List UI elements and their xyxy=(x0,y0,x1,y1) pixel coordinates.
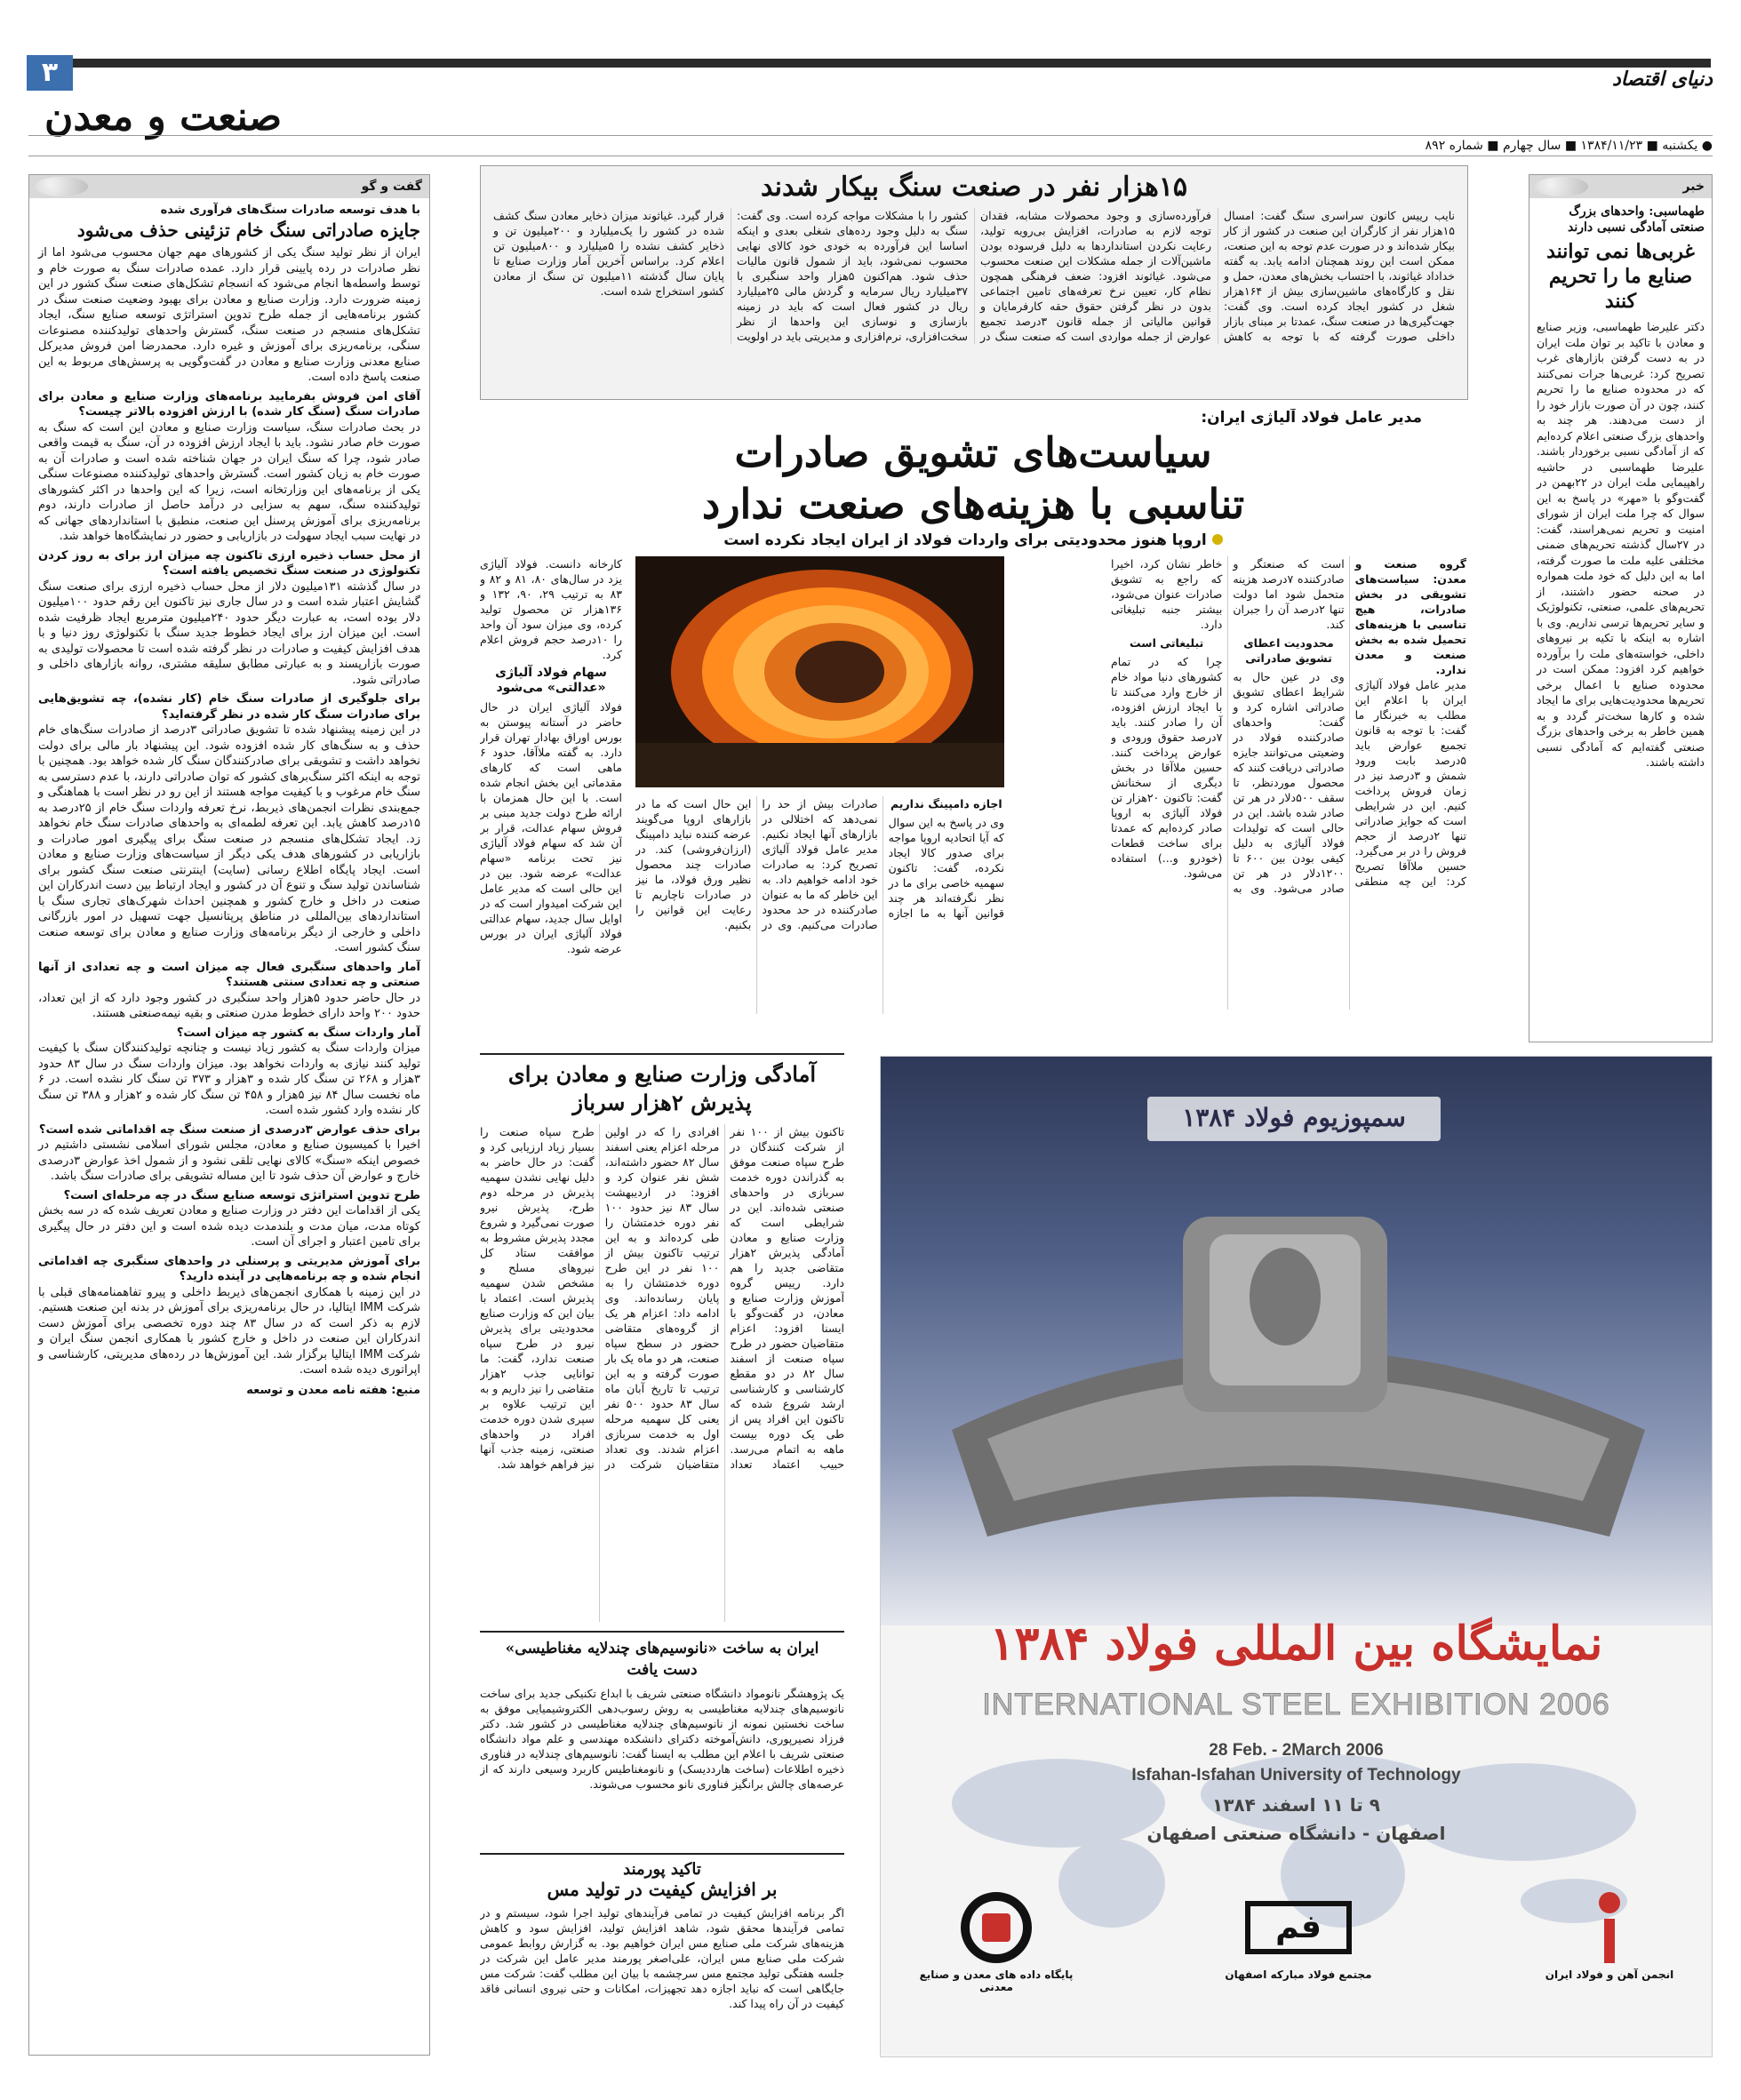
globe-icon xyxy=(1535,177,1588,196)
steel-body-left2: فولاد آلیاژی ایران در حال حاضر در آستانه پیوستن به بورس اوراق بهادار تهران قرار دارد. به گفته ملاآقا، حدود ۶ ماهی است که کارهای مقدماتی این بخش انجام شده است. با این حال همزمان با ارائه طرح دولت جدید مبنی بر فروش سهام عدالت، قرار بر آن شد که سهام فولاد آلیاژی نیز تحت برنامه «سهام عدالت» عرضه شود. بین در این حالی است که مدیر عامل این شرکت امیدوار است که در اوایل سال جدید، سهام عدالتی فولاد آلیاژی ایران در بورس عرضه شود. xyxy=(480,700,622,955)
quality-body: اگر برنامه افزایش کیفیت در تمامی فرآیندهای تولید اجرا شود، سیستم و در تمامی فرآیندها محقق شود، شاهد افزایش تولید، افزایش سود و کاهش هزینه‌های شرکت ملی صنایع مس ایران خواهیم بود. به گزارش روابط عمومی شرکت ملی صنایع مس ایران، علی‌اصغر پورمند مدیر عامل این شرکت در جلسه هفتگی تولید مجتمع مس سرچشمه با بیان این مطلب گفت: شرکت مس جایگاهی است که نباید اجازه دهد تجهیزات، امکانات و حتی نیروی انسانی فاقد کیفیت در آن راه پیدا کند. xyxy=(480,1906,844,2010)
interview-answer: در سال گذشته ۱۳۱میلیون دلار از محل حساب ذخیره ارزی برای صنعت سنگ گشایش اعتبار شده است و در سال جاری نیز تاکنون این رقم حدود ۱۰۰میلیون دلار بوده است، به عبارت دیگر حدود ۲۴۰میلیون مترمربع ایجاد ظرفیت شده است. این میزان ارز برای ایجاد خطوط جدید سنگ با تکنولوژی روز دنیا و با هدف افزایش کیفیت و صادرات در نظر گرفته شده است تا محصولات تولیدی به صورت بازارپسند و به عبارتی مطابق سلیقه مشتری، روانه بازارهای داخلی و صادراتی شود. xyxy=(38,579,421,687)
steel-headline-2: تناسبی با هزینه‌های صنعت ندارد xyxy=(701,480,1245,528)
advert-venue-en: Isfahan-Isfahan University of Technology xyxy=(1131,1766,1461,1785)
logo-mobarakeh-steel-label: مجتمع فولاد مبارکه اصفهان xyxy=(1225,1968,1372,1981)
steel-coil-image xyxy=(635,556,1004,787)
interview-question: برای جلوگیری از صادرات سنگ خام (کار نشده)، چه تشویق‌هایی برای صادرات سنگ کار شده در نظر گرفته‌اید؟ xyxy=(38,692,420,722)
steel-body-left1: کارخانه دانست. فولاد آلیاژی یزد در سال‌های ۸۰، ۸۱ و ۸۲ و ۸۳ به ترتیب ۲۹، ۹۰، ۱۳۲ و ۱۳۶هزار تن محصول تولید کرده، وی میزان سود آن واحد را ۱۰درصد حجم فروش اعلام کرد. xyxy=(480,557,622,661)
interview-source: منبع: هفته نامه معدن و توسعه xyxy=(246,1383,420,1397)
steel-sub4: سهام فولاد آلیاژی «عدالتی» می‌شود xyxy=(495,666,607,695)
interview-answer: در این زمینه پیشنهاد شده تا تشویق صادراتی ۳درصد از صادرات سنگ‌های خام حذف و به سنگ‌های کار شده افزوده شود. این پیشنهاد بار مالی برای دولت نخواهد داشت و تشویقی برای صادرکنندگان سنگ کار شده خواهد بود. همچنین با توجه به اینکه اکثر سنگ‌برهای کشور که توان صادراتی دارند، با عدم دسترسی به سنگ خام مرغوب و با کیفیت مواجه هستند از این رو در نظر است با هماهنگی و جمع‌بندی نظرات انجمن‌های ذیربط، نرخ تعرفه واردات سنگ خام از ۲۵درصد به ۱۵درصد کاهش یابد. این تعرفه لطمه‌ای به واحدهای صادرات سنگ خام نخواهد زد. ایجاد تشکل‌های منسجم در صنعت سنگ برای پیگیری امور صادرات و بازاریابی در کشورهای هدف یکی دیگر از سیاست‌های وزارت صنایع و معادن است. ایجاد پایگاه اطلاع رسانی (سایت) اینترنتی صنعت سنگ کشور برای شناساندن تولید سنگ و تنوع آن در کشور و ایجاد ارتباط بین دست اندرکاران این صنعت در داخل و خارج کشور و همچنین احداث شهرک‌های تجاری سنگ با استانداردهای بین‌المللی در مناطق پرپتانسیل جهت تسهیل در امور بازرگانی داخلی و خارجی از دیگر برنامه‌های وزارت صنایع و معادن برای توسعه صنعت سنگ کشور است. xyxy=(38,723,420,954)
steel-article xyxy=(480,409,1466,1044)
stone-body: نایب رییس کانون سراسری سنگ گفت: امسال ۱۵هزار نفر از کارگران این صنعت در کشور از کار بیکار شده‌اند و در صورت عدم توجه به این صنعت، ممکن است این روند همچنان ادامه یابد. به گفته خداداد غیاثوند، با احتساب بخش‌های معدن، حمل و نقل و کارگاه‌های ماشین‌سازی بیش از ۱۶۴هزار شغل در کشور ایجاد کرده است. وی گفت: جهت‌گیری‌ها در صنعت سنگ، عمدتا بر مبنای بازار داخلی صورت گرفته که با توجه به کاهش فرآورده‌سازی و وجود محصولات مشابه، فقدان توجه لازم به صادرات، افزایش بی‌رویه تولید، رعایت نکردن استانداردها به دلیل فرسوده بودن ماشین‌آلات از جمله مشکلات این صنعت محسوب می‌شود. غیاثوند افزود: ضعف فرهنگی همچون نظام کار، تعیین نرخ تعرفه‌های تامین اجتماعی بدون در نظر گرفتن حقوق حقه کارفرمایان و قوانین مالیاتی از جمله قانون ۳درصد تجمیع عوارض از جمله مواردی است که صنعت سنگ در کشور را با مشکلات مواجه کرده است. وی گفت: سنگ به دلیل وجود رده‌های شغلی بعدی و اینکه اساسا این فرآورده به خودی خود کالای نهایی محسوب نمی‌شود، باید از شمول قانون مالیات حذف شود. هم‌اکنون ۵هزار واحد سنگبری با ۳۷میلیارد ریال سرمایه و گردش مالی ۲۵میلیارد ریال در کشور فعال است که باید در زمینه بازسازی و نوسازی این واحدها از نظر سخت‌افزاری، نرم‌افزاری و مدیریتی باید در اولویت قرار گیرد. غیاثوند میزان ذخایر معادن سنگ کشف شده در کشور را یک‌میلیارد و ۲۰۰میلیون تن و ذخایر کشف نشده را ۵میلیارد و ۸۰۰میلیون تن اعلام کرد. براساس آخرین آمار وزارت صنایع تا پایان سال گذشته ۱۱میلیون تن سنگ از معادن کشور استخراج شده است. xyxy=(493,209,1455,343)
steel-sub2: تبلیغاتی است xyxy=(1130,636,1204,650)
steel-lead-label: گروه صنعت و معدن: xyxy=(1354,557,1466,586)
advert-dates-fa: ۹ تا ۱۱ اسفند ۱۳۸۴ xyxy=(1212,1794,1380,1816)
interview-lead: ایران از نظر تولید سنگ یکی از کشورهای مهم جهان محسوب می‌شود اما از نظر صادرات در رده پایینی قرار دارد. عمده صادرات سنگ به صورت خام و توسط واسطه‌ها انجام می‌شود که انسجام تشکل‌های صنعت سنگ کشور در این زمینه ضرورت دارد. وزارت صنایع و معادن برای بهبود وضعیت صنعت سنگ در کشور برنامه‌هایی از جمله طرح تدوین استراتژی توسعه صنایع سنگ، ایجاد تشکل‌های منسجم در صنعت سنگ، گسترش واحدهای تولیدکننده مصنوعات سنگی، برنامه‌ریزی برای آموزش و غیره دارد. محمدرضا امن فروش مدیرکل صنایع معدنی وزارت صنایع و معادن در گفت‌وگویی به پرسش‌های مربوط به این صنعت پاسخ داده است. xyxy=(38,246,420,384)
database-logo-icon xyxy=(961,1892,1032,1963)
right-news-column xyxy=(1529,174,1713,1042)
interview-answer: اخیرا با کمیسیون صنایع و معادن، مجلس شورای اسلامی نشستی داشتیم در خصوص اینکه «سنگ» کالای نهایی تلقی نشود و از شمول اخذ عوارض ۳درصدی خارج و عوارض آن حذف شود تا این مساله تشویقی برای صادرات سنگ باشد. xyxy=(38,1138,420,1183)
advert-title-en: INTERNATIONAL STEEL EXHIBITION 2006 xyxy=(982,1688,1610,1721)
page-number: ۳ xyxy=(27,55,73,91)
interview-answer: در این زمینه با همکاری انجمن‌های ذیربط داخلی و پیرو تفاهمنامه‌های قبلی با شرکت IMM ایتالیا، در حال برنامه‌ریزی برای آموزش در بدنه این صنعت هستیم. لازم به ذکر است که در سال ۸۳ چند دوره تخصصی برای آموزش دست اندرکاران این صنعت در داخل و خارج کشور با همکاری انجمن سنگ ایران و شرکت IMM ایتالیا برگزار شد. این آموزش‌ها در رده‌های مدیریتی، کارشناسی و اپراتوری دیده شده است. xyxy=(38,1285,420,1377)
news-label-bar xyxy=(1529,175,1712,198)
interview-question: از محل حساب ذخیره ارزی تاکنون چه میزان ارز برای به روز کردن تکنولوژی در صنعت سنگ تخصیص یافته است؟ xyxy=(38,548,420,578)
logo-iron-steel-association-label: انجمن آهن و فولاد ایران xyxy=(1545,1968,1674,1981)
steel-kicker: مدیر عامل فولاد آلیاژی ایران: xyxy=(1201,409,1422,427)
interview-answer: یکی از اقدامات این دفتر در وزارت صنایع و معادن تعریف شده که در سه بخش کوتاه مدت، میان مدت و بلندمدت دیده شده است و این دفتر در حال پیگیری برای تامین اعتبار و اجرای آن است. xyxy=(38,1204,420,1249)
advert-dates-en: 28 Feb. - 2March 2006 xyxy=(1209,1741,1384,1760)
interview-headline: جایزه صادراتی سنگ خام تزئینی حذف می‌شود xyxy=(76,220,420,241)
stone-relief-image xyxy=(881,1163,1712,1625)
ministry-headline: آمادگی وزارت صنایع و معادن برای پذیرش ۲هزار سرباز xyxy=(507,1061,817,1115)
steel-headline-1: سیاست‌های تشویق صادرات xyxy=(734,428,1212,476)
logo-mining-database xyxy=(916,1892,1076,2025)
interview-question: طرح تدوین استراتژی توسعه صنایع سنگ در چه مرحله‌ای است؟ xyxy=(63,1188,420,1202)
stone-headline: ۱۵هزار نفر در صنعت سنگ بیکار شدند xyxy=(760,172,1188,203)
nano-body: یک پژوهشگر نانومواد دانشگاه صنعتی شریف با ابداع تکنیکی جدید برای ساخت نانوسیم‌های چندلایه مغناطیسی به روش رسوب‌دهی الکتروشیمیایی موفق به ساخت نخستین نمونه از نانوسیم‌های چندلایه مغناطیسی در کشور شد. دکتر فرزاد نصیرپوری، دانش‌آموخته دکترای دانشکده مهندسی و علم مواد دانشگاه صنعتی شریف با اعلام این مطلب به ایسنا گفت: نانوسیم‌های چندلایه در فناوری ذخیره اطلاعات (ساخت هارددیسک) و نانومغناطیس کاربرد وسیعی دارند که از عرصه‌های چالش برانگیز فناوری نانو محسوب می‌شوند. xyxy=(480,1687,844,1791)
news-body: دکتر علیرضا طهماسبی، وزیر صنایع و معادن با تاکید بر توان ملت ایران در به دست گرفتن بازارهای غرب تصریح کرد: غربی‌ها جرات نمی‌کنند که در محدوده صنایع ما را تحریم کنند، چون در آن صورت بازار خود را از دست می‌دهند. هر چند به واحدهای بزرگ صنعتی اعلام کرده‌ایم که از آمادگی نسبی برخوردار باشند. علیرضا طهماسبی در حاشیه راهپیمایی ملت ایران در ۲۲بهمن در گفت‌وگو با «مهر» در پاسخ به این سوال که چرا ملت ایران از شورای امنیت و تحریم نمی‌هراسند، گفت: در ۲۷سال گذشته تحریم‌های ضمنی مختلفی علیه ملت ما صورت گرفته، اما به این دلیل که خود ملت همواره در صحنه حضور داشتند، از تحریم‌های علمی، صنعتی، تکنولوژیک و سایر تحریم‌ها ترسی نداریم. وی با اشاره به اینکه با تکیه بر نیروهای داخلی، خواسته‌های ملت را برآورده خواهیم کرد افزود: ممکن است در محدوده صنایع با اعمال برخی تحریم‌ها محدودیت‌هایی برای ما ایجاد شده و کارها سخت‌تر گردد و به همین خاطر به برخی واحدهای بزرگ صنعتی گفته‌ایم که آمادگی نسبی داشته باشند. xyxy=(1537,320,1705,769)
quality-article xyxy=(480,1853,844,2059)
steel-sub3: اجازه دامپینگ نداریم xyxy=(890,797,1002,810)
symposium-title: سمپوزیوم فولاد ۱۳۸۴ xyxy=(1182,1103,1406,1132)
steel-coil-photo xyxy=(635,556,1004,787)
logo-mobarakeh-steel xyxy=(1210,1901,1387,2025)
dateline: ● یکشنبه ■ ۱۳۸۴/۱۱/۲۳ ■ سال چهارم ■ شماره ۸۹۲ xyxy=(28,135,1713,156)
mobarakeh-logo-icon: فم xyxy=(1245,1901,1352,1954)
stone-article-box xyxy=(480,165,1468,400)
steel-body-sub3: وی در پاسخ به این سوال که آیا اتحادیه اروپا مواجه برای صدور کالا ایجاد نکرده، گفت: تاکنون سهمیه خاصی برای ما در نظر نگرفته‌اند هر چند قوانین آنها به ما اجازه صادرات بیش از حد را نمی‌دهد که اختلالی در بازارهای آنها ایجاد نکنیم. مدیر عامل فولاد آلیاژی تصریح کرد: به صادرات خود ادامه خواهیم داد. به این خاطر که ما به عنوان صادرکننده در حد محدود صادرات می‌کنیم. وی در این حال است که ما در بازارهای اروپا می‌گویند عرضه کننده نباید دامپینگ (ارزان‌فروشی) کند. در صادرات چند محصول نظیر ورق فولاد، ما نیز در صادرات ناچاریم تا رعایت این قوانین را بکنیم. xyxy=(635,797,1004,931)
ministry-body: تاکنون بیش از ۱۰۰ نفر از شرکت کنندگان در طرح سپاه صنعت موفق به گذراندن دوره خدمت سربازی در واحدهای صنعتی شده‌اند. این در شرایطی است که وزارت صنایع و معادن آمادگی پذیرش ۲هزار متقاضی جدید را هم دارد. رییس گروه آموزش وزارت صنایع و معادن، در گفت‌وگو با ایسنا افزود: اعزام متقاضیان حضور در طرح سپاه صنعت از اسفند سال ۸۲ در دو مقطع کارشناسی و کارشناسی ارشد شروع شده که تاکنون این افراد پس از طی یک دوره بیست ماهه به اتمام می‌رسد. حبیب اعتماد تعداد افرادی را که در اولین مرحله اعزام یعنی اسفند سال ۸۲ حضور داشته‌اند، شش نفر عنوان کرد و افزود: در اردیبهشت سال ۸۳ نیز حدود ۱۰۰ نفر دوره خدمتشان را طی کرده‌اند و به این ترتیب تاکنون بیش از ۱۰۰ نفر در این طرح دوره خدمتشان را به پایان رسانده‌اند. وی ادامه داد: اعزام هر یک از گروه‌های متقاضی حضور در سطح سپاه صنعت، هر دو ماه یک بار صورت گرفته و به این ترتیب تا تاریخ آبان ماه سال ۸۳ حدود ۵۰۰ نفر یعنی کل سهمیه مرحله اول به خدمت سربازی اعزام شدند. وی تعداد متقاضیان شرکت در طرح سپاه صنعت را بسیار زیاد ارزیابی کرد و گفت: در حال حاضر به دلیل نهایی نشدن سهمیه پذیرش در مرحله دوم طرح، پذیرش نیرو صورت نمی‌گیرد و شروع مجدد پذیرش مشروط به موافقت ستاد کل نیروهای مسلح و مشخص شدن سهمیه پذیرش است. اعتماد با بیان این که وزارت صنایع محدودیتی برای پذیرش نیرو در طرح سپاه صنعت ندارد، گفت: ما توانایی جذب ۲هزار متقاضی را نیز داریم و به این ترتیب علاوه بر سپری شدن دوره خدمت افراد در واحدهای صنعتی، زمینه جذب آنها نیز فراهم خواهد شد. xyxy=(480,1125,844,1471)
steel-subhead xyxy=(480,531,1466,549)
news-headline: غربی‌ها نمی توانند صنایع ما را تحریم کنند xyxy=(1546,240,1695,313)
interview-answer: در حال حاضر حدود ۵هزار واحد سنگبری در کشور وجود دارد که از این تعداد، حدود ۲۰۰ واحد دارای خطوط مدرن صنعتی و بقیه نیمه‌صنعتی هستند. xyxy=(38,991,420,1020)
interview-answer: میزان واردات سنگ به کشور زیاد نیست و چنانچه تولیدکنندگان سنگ با کیفیت تولید کنند نیازی به واردات نخواهد بود. میزان واردات سنگ در سال ۸۳ حدود ۳هزار و ۲۶۸ تن سنگ کار شده و ۳هزار و ۳۷۳ تن سنگ کار نشده است. در ۶ ماه نخست سال ۸۴ نیز ۵هزار و ۴۵۸ تن سنگ کار شده و ۲هزار و ۳۸۸ تن سنگ کار نشده وارد کشور شده است. xyxy=(38,1042,420,1117)
newspaper-logo: دنیای اقتصاد xyxy=(1612,68,1713,91)
nano-headline: ایران به ساخت «نانوسیم‌های چندلایه مغناطیسی» دست یافت xyxy=(505,1640,819,1679)
steel-exhibition-advert xyxy=(880,1056,1713,2057)
interview-intro: با هدف توسعه صادرات سنگ‌های فرآوری شده xyxy=(160,204,420,217)
logo-mining-database-label: پایگاه داده های معدن و صنایع معدنی xyxy=(919,1968,1074,1993)
interview-question: برای آموزش مدیریتی و پرسنلی در واحدهای سنگبری چه اقداماتی انجام شده و چه برنامه‌هایی در آینده دارید؟ xyxy=(38,1254,420,1283)
quality-kicker: تاکید پورمند xyxy=(623,1860,701,1879)
interview-question: آقای امن فروش بفرمایید برنامه‌های وزارت صنایع و معادن برای صادرات سنگ (سنگ کار شده) با ارزش افزوده بالاتر چیست؟ xyxy=(38,389,420,419)
interview-qa-list xyxy=(38,389,420,1378)
quality-headline: بر افزایش کیفیت در تولید مس xyxy=(547,1879,778,1900)
advert-venue-fa: اصفهان - دانشگاه صنعتی اصفهان xyxy=(1146,1823,1446,1844)
news-kicker: طهماسبی: واحدهای بزرگ صنعتی آمادگی نسبی دارند xyxy=(1567,204,1705,235)
section-title: صنعت و معدن xyxy=(44,94,283,140)
steel-right-columns xyxy=(1111,556,1466,1010)
interview-question: آمار واردات سنگ به کشور چه میزان است؟ xyxy=(176,1026,420,1040)
interview-question: آمار واحدهای سنگبری فعال چه میزان است و چه تعدادی از آنها صنعتی و چه تعدادی سنتی هستند؟ xyxy=(38,960,420,989)
bullet-icon xyxy=(1212,534,1223,545)
top-rule xyxy=(71,59,1711,68)
ministry-article xyxy=(480,1053,844,1624)
news-label: خبر xyxy=(1682,180,1705,194)
steel-body-right: مدیر عامل فولاد آلیاژی ایران با اعلام این مطلب به خبرنگار ما گفت: با توجه به قانون تجمیع عوارض باید ۵درصد بابت ورود شمش و ۳درصد نیز در زمان فروش پرداخت کنیم. این در شرایطی است که جوایز صادراتی تنها ۲درصد از حجم فروش را در بر می‌گیرد. حسین ملاآقا تصریح کرد: این چه منطقی است که صنعتگر و صادرکننده ۷درصد هزینه متحمل شود اما دولت تنها ۲درصد آن را جبران کند. xyxy=(1233,557,1466,888)
interview-label-bar xyxy=(29,175,429,198)
steel-lead: سیاست‌های تشویقی در بخش صادرات، هیچ تناسبی با هزینه‌های تحمیل شده به بخش صنعت و معدن ندارد. xyxy=(1354,572,1466,676)
advert-title-fa: نمایشگاه بین المللی فولاد ۱۳۸۴ xyxy=(989,1617,1603,1671)
interview-question: برای حذف عوارض ۳درصدی از صنعت سنگ چه اقداماتی شده است؟ xyxy=(38,1122,420,1137)
interview-label: گفت و گو xyxy=(361,180,422,194)
logo-iron-steel-association xyxy=(1529,1892,1689,2025)
nano-article xyxy=(480,1631,844,1846)
left-interview-column xyxy=(28,174,430,2056)
steel-sub1: محدودیت اعطای تشویق صادراتی xyxy=(1243,636,1334,665)
steel-middle-columns xyxy=(635,796,1004,1014)
steel-left-column xyxy=(480,556,622,1014)
globe-icon xyxy=(35,177,88,196)
steel-body-sub2: چرا که در تمام کشورهای دنیا مواد خام از خارج وارد می‌کنند تا با ایجاد ارزش افزوده، آن را صادر کنند. باید ۷درصد حقوق ورودی و عوارض پرداخت کنند. حسین ملاآقا در بخش دیگری از سخنانش گفت: تاکنون ۲۰هزار تن فولاد آلیاژی به اروپا صادر کرده‌ایم که عمدتا برای ساخت قطعات (خودرو و...) استفاده می‌شود. xyxy=(1111,655,1223,880)
association-logo-icon xyxy=(1592,1892,1627,1963)
interview-answer: در بحث صادرات سنگ، سیاست وزارت صنایع و معادن این است که سنگ به صورت خام صادر نشود. باید با ایجاد ارزش افزوده در آن، سنگ به قیمت واقعی صادر شود، چرا که سنگ ایران در جهان شناخته شده است و صادرات آن به صورت خام به زیان کشور است. گسترش واحدهای تولیدکننده مصنوعات سنگی یکی از برنامه‌های این وزارتخانه است، زیرا که این واحدها در اکثر کشورهای تولیدکننده سنگ، سهم به سزایی در درآمد حاصل از صادرات دارند، دوم برنامه‌ریزی برای آموزش پرسنل این صنعت، منطبق با استانداردهای جهانی که در نهایت سبب ایجاد سهولت در بازاریابی و حضور در نمایشگاه‌ها خواهد شد. xyxy=(38,420,420,543)
steel-subhead-text: اروپا هنوز محدودیتی برای واردات فولاد از ایران ایجاد نکرده است xyxy=(723,531,1207,549)
steel-body-sub1: وی در عین حال به شرایط اعطای تشویق صادراتی اشاره کرد و گفت: واحدهای صادرکننده فولاد در وضعیتی می‌توانند جایزه صادراتی دریافت کنند که محصول موردنظر، تا سقف ۵۰۰دلار در هر تن صادر شده باشد. این در حالی است که تولیدات فولاد آلیاژی به دلیل کیفی بودن بین ۶۰۰ تا ۱۲۰۰دلار در هر تن صادر می‌شود. وی به خاطر نشان کرد، اخیرا که راجع به تشویق صادرات عنوان می‌شود، بیشتر جنبه تبلیغاتی دارد. xyxy=(1111,557,1345,895)
